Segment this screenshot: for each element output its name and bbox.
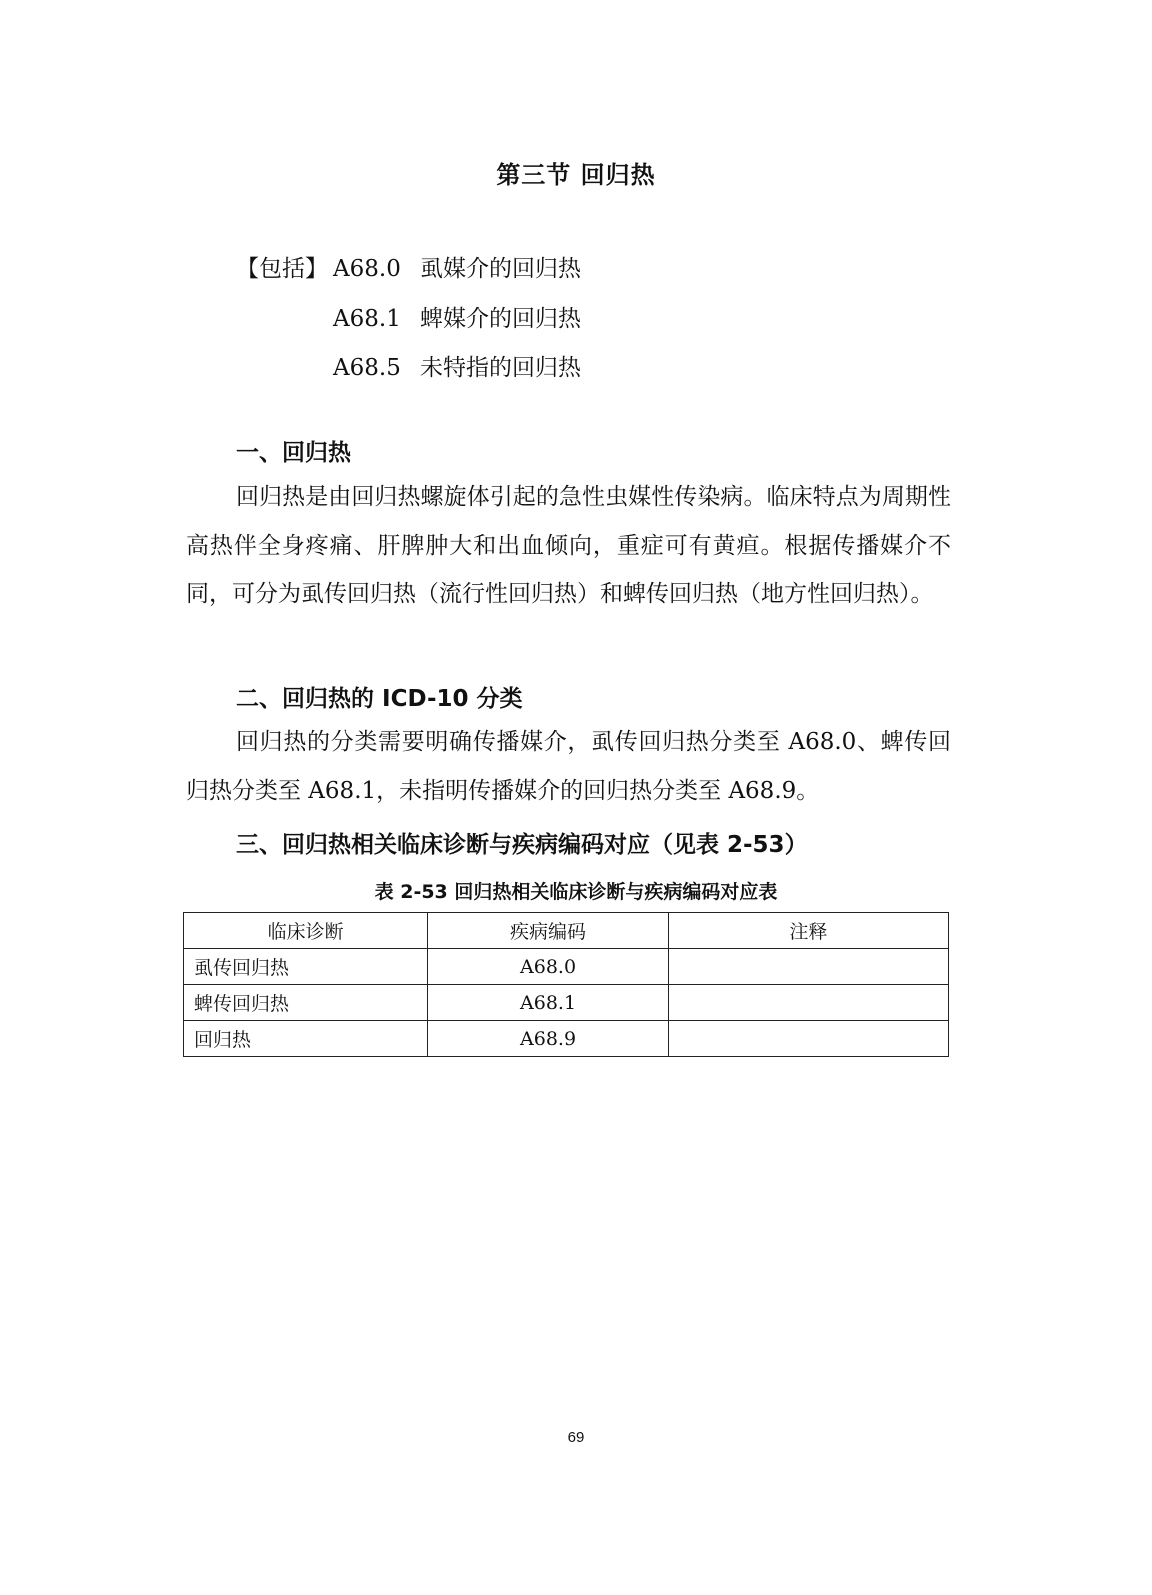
table-caption: 表 2-53 回归热相关临床诊断与疾病编码对应表	[374, 881, 778, 903]
icd-description: 蜱媒介的回归热	[420, 306, 581, 332]
table-header-row	[184, 913, 949, 949]
table-row	[184, 949, 949, 985]
section-paragraph: 回归热的分类需要明确传播媒介，虱传回归热分类至 A68.0、蜱传回归热分类至 A68.1，未指明传播媒介的回归热分类至 A68.9。	[186, 729, 951, 804]
section-heading: 二、回归热的 ICD-10 分类	[236, 686, 523, 712]
column-header: 临床诊断	[184, 913, 428, 949]
column-header: 注释	[668, 913, 948, 949]
section-paragraph: 回归热是由回归热螺旋体引起的急性虫媒性传染病。临床特点为周期性高热伴全身疼痛、肝脾肿大和出血倾向，重症可有黄疸。根据传播媒介不同，可分为虱传回归热（流行性回归热）和蜱传回归热（地方性回归热）。	[186, 484, 951, 607]
code-cell: A68.1	[428, 985, 668, 1021]
diagnosis-cell: 回归热	[184, 1021, 428, 1057]
icd-description: 虱媒介的回归热	[420, 256, 581, 282]
section-heading: 一、回归热	[236, 440, 351, 466]
code-cell: A68.0	[428, 949, 668, 985]
icd-code: A68.0	[333, 256, 401, 282]
note-cell	[668, 1021, 948, 1057]
diagnosis-code-table	[183, 912, 949, 1057]
note-cell	[668, 985, 948, 1021]
note-cell	[668, 949, 948, 985]
column-header: 疾病编码	[428, 913, 668, 949]
diagnosis-cell: 虱传回归热	[184, 949, 428, 985]
icd-code: A68.1	[333, 306, 401, 332]
table-row	[184, 1021, 949, 1057]
icd-description: 未特指的回归热	[420, 355, 581, 381]
diagnosis-cell: 蜱传回归热	[184, 985, 428, 1021]
section-title: 第三节 回归热	[496, 161, 656, 189]
page-number: 69	[567, 1429, 585, 1446]
code-cell: A68.9	[428, 1021, 668, 1057]
section-heading: 三、回归热相关临床诊断与疾病编码对应（见表 2-53）	[236, 832, 808, 858]
includes-label: 【包括】	[236, 256, 328, 282]
icd-code: A68.5	[333, 355, 401, 381]
table-row	[184, 985, 949, 1021]
